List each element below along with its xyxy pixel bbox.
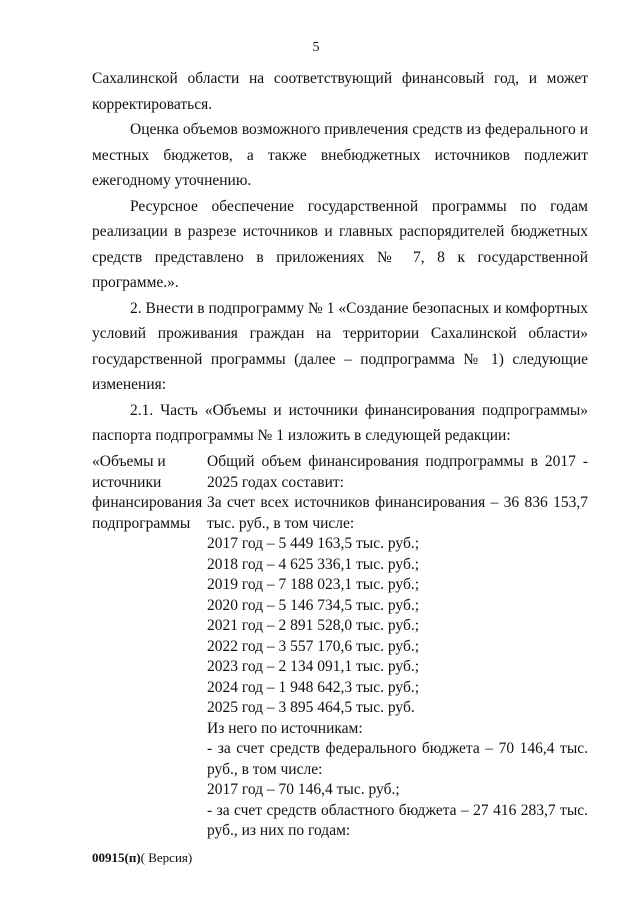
passport-line: - за счет средств федерального бюджета – 70 146,4 тыс. руб., в том числе: [207, 740, 588, 778]
passport-line: 2024 год – 1 948 642,3 тыс. руб.; [207, 678, 420, 696]
paragraph-amendment-2-1: 2.1. Часть «Объемы и источники финансирования подпрограммы» паспорта подпрограммы № 1 изложить в следующей редакции: [92, 401, 588, 444]
passport-line: 2020 год – 5 146 734,5 тыс. руб.; [207, 596, 420, 614]
paragraph-continuation: Сахалинской области на соответствующий финансовый год, и может корректироваться. [92, 70, 588, 113]
passport-line: 2017 год – 5 449 163,5 тыс. руб.; [207, 535, 420, 552]
passport-line: 2018 год – 4 625 336,1 тыс. руб.; [207, 555, 420, 573]
footer-version: ( Версия) [140, 850, 193, 865]
passport-content [207, 452, 588, 842]
passport-line: 2025 год – 3 895 464,5 тыс. руб. [207, 699, 415, 716]
page-number: 5 [312, 40, 320, 55]
passport-line: 2022 год – 3 557 170,6 тыс. руб.; [207, 637, 420, 655]
passport-line: 2021 год – 2 891 528,0 тыс. руб.; [207, 617, 420, 634]
paragraph-amendment-2: 2. Внести в подпрограмму № 1 «Создание безопасных и комфортных условий проживания граждан на территории Сахалинской области» государственной программы (далее – подпрограмма № 1) следующие изменения: [92, 299, 588, 393]
passport-line: 2017 год – 70 146,4 тыс. руб.; [207, 781, 400, 798]
passport-line: 2023 год – 2 134 091,1 тыс. руб.; [207, 658, 420, 675]
passport-table [92, 452, 588, 842]
footer [92, 850, 192, 866]
passport-label: «Объемы и источники финансирования подпрограммы [92, 453, 203, 532]
footer-code: 00915(п) [92, 850, 141, 865]
document-body [92, 66, 588, 449]
passport-line: - за счет средств областного бюджета – 27 416 283,7 тыс. руб., из них по годам: [207, 801, 588, 839]
passport-line: За счет всех источников финансирования – 36 836 153,7 тыс. руб., в том числе: [207, 494, 588, 532]
paragraph-funding-estimate: Оценка объемов возможного привлечения средств из федерального и местных бюджетов, а также внебюджетных источников подлежит ежегодному уточнению. [92, 121, 588, 189]
paragraph-resource-provision: Ресурсное обеспечение государственной программы по годам реализации в разрезе источников и главных распорядителей бюджетных средств представлено в приложениях № 7, 8 к государственной программе.». [92, 197, 588, 291]
passport-line: 2019 год – 7 188 023,1 тыс. руб.; [207, 576, 420, 593]
passport-line: Из него по источникам: [207, 719, 363, 737]
passport-line: Общий объем финансирования подпрограммы в 2017 - 2025 годах составит: [207, 453, 588, 491]
